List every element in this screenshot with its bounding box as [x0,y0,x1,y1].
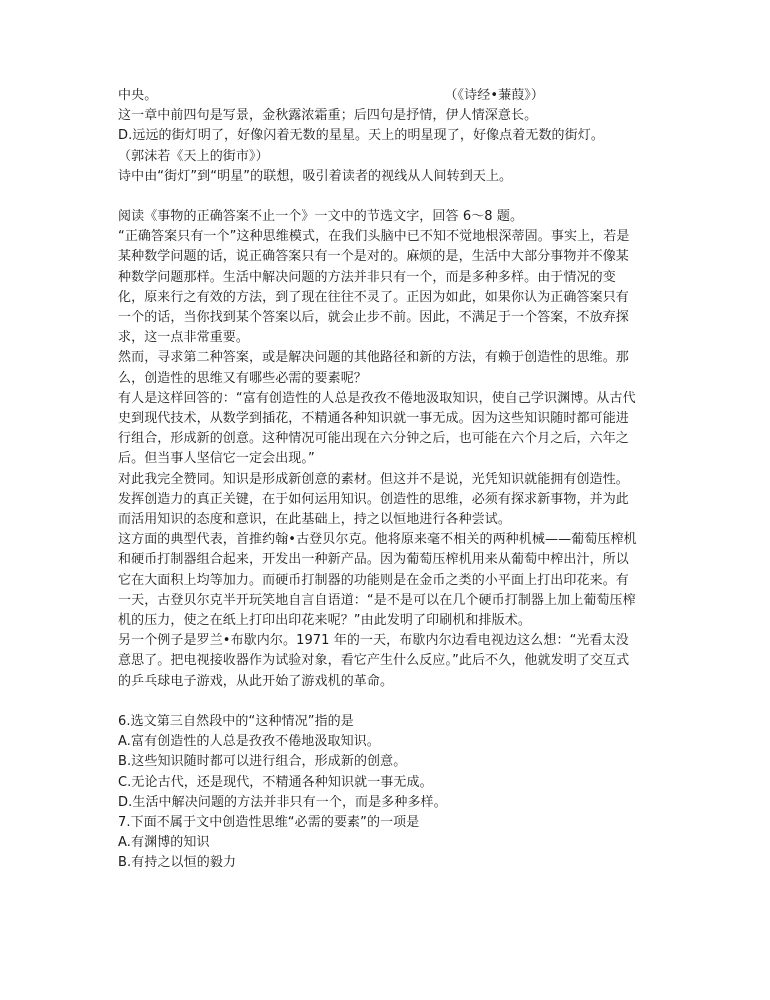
citation: （《诗经•蒹葭》） [444,88,544,103]
option-d: D.远远的街灯明了，好像闪着无数的星星。天上的明星现了，好像点着无数的街灯。 [118,128,604,144]
option-d: D.生活中解决问题的方法并非只有一个，而是多种多样。 [118,794,447,810]
option-a: A.富有创造性的人总是孜孜不倦地汲取知识。 [118,734,380,750]
question-7: 7.下面不属于文中创造性思维“必需的要素”的一项是 [118,814,420,830]
passage-line: 么，创造性的思维又有哪些必需的要素呢？ [118,370,367,386]
passage-line: 它在大面积上均等加力。而硬币打制器的功能则是在金币之类的小平面上打出印花来。有 [118,572,629,588]
passage-line: 的乒乓球电子游戏，从此开始了游戏机的革命。 [118,673,394,689]
passage-line: 一天，古登贝尔克半开玩笑地自言自语道：“是不是可以在几个硬币打制器上加上葡萄压榨 [118,592,636,608]
text-line [118,86,666,106]
passage-line: 而活用知识的态度和意识，在此基础上，持之以恒地进行各种尝试。 [118,512,512,528]
passage-line: 这方面的典型代表，首推约翰•古登贝尔克。他将原来毫不相关的两种机械——葡萄压榨机 [118,532,637,548]
passage-line: 和硬币打制器组合起来，开发出一种新产品。因为葡萄压榨机用来从葡萄中榨出汁，所以 [118,552,629,568]
passage-line: 后。但当事人坚信它一定会出现。” [118,451,315,467]
option-a: A.有渊博的知识 [118,835,210,851]
passage-line: “正确答案只有一个”这种思维模式，在我们头脑中已不知不觉地根深蒂固。事实上，若是 [118,229,630,245]
passage-line: 意思了。把电视接收器作为试验对象，看它产生什么反应。”此后不久，他就发明了交互式 [118,653,630,669]
citation: （郭沫若《天上的街市》） [118,148,269,164]
passage-line: 一个的话，当你找到某个答案以后，就会止步不前。因此，不满足于一个答案，不放弃探 [118,310,629,326]
option-b: B.有持之以恒的毅力 [118,855,237,871]
passage-line: 化，原来行之有效的方法，到了现在往往不灵了。正因为如此，如果你认为正确答案只有 [118,289,629,305]
passage-line: 某种数学问题的话，说正确答案只有一个是对的。麻烦的是，生活中大部分事物并不像某 [118,249,629,265]
passage-line: 机的压力，使之在纸上打印出印花来呢？”由此发明了印刷机和排版术。 [118,613,531,629]
passage-line: 对此我完全赞同。知识是形成新创意的素材。但这并不是说，光凭知识就能拥有创造性。 [118,471,629,487]
passage-line: 史到现代技术，从数学到插花，不精通各种知识就一事无成。因为这些知识随时都可能进 [118,411,629,427]
passage-line: 求，这一点非常重要。 [118,330,250,346]
passage-line: 有人是这样回答的：“富有创造性的人总是孜孜不倦地汲取知识，使自己学识渊博。从古代 [118,390,636,406]
passage-line: 然而，寻求第二种答案，或是解决问题的其他路径和新的方法，有赖于创造性的思维。那 [118,350,629,366]
option-c: C.无论古代，还是现代，不精通各种知识就一事无成。 [118,774,433,790]
option-b: B.这些知识随时都可以进行组合，形成新的创意。 [118,754,407,770]
passage-intro: 阅读《事物的正确答案不止一个》一文中的节选文字，回答 6～8 题。 [118,209,524,225]
question-6: 6.选文第三自然段中的“这种情况”指的是 [118,713,354,729]
passage-line: 种数学问题那样。生活中解决问题的方法并非只有一个，而是多种多样。由于情况的变 [118,269,616,285]
text-fragment: 中央。 [118,88,158,103]
text-line: 诗中由“街灯”到“明星”的联想，吸引着读者的视线从人间转到天上。 [118,168,513,184]
passage-line: 另一个例子是罗兰•布歇内尔。1971 年的一天，布歇内尔边看电视边这么想：“光看太没 [118,633,629,649]
passage-line: 行组合，形成新的创意。这种情况可能出现在六分钟之后，也可能在六个月之后，六年之 [118,431,629,447]
document-page [118,86,666,874]
text-line: 这一章中前四句是写景，金秋露浓霜重；后四句是抒情，伊人情深意长。 [118,108,538,124]
passage-line: 发挥创造力的真正关键，在于如何运用知识。创造性的思维，必须有探求新事物，并为此 [118,491,629,507]
